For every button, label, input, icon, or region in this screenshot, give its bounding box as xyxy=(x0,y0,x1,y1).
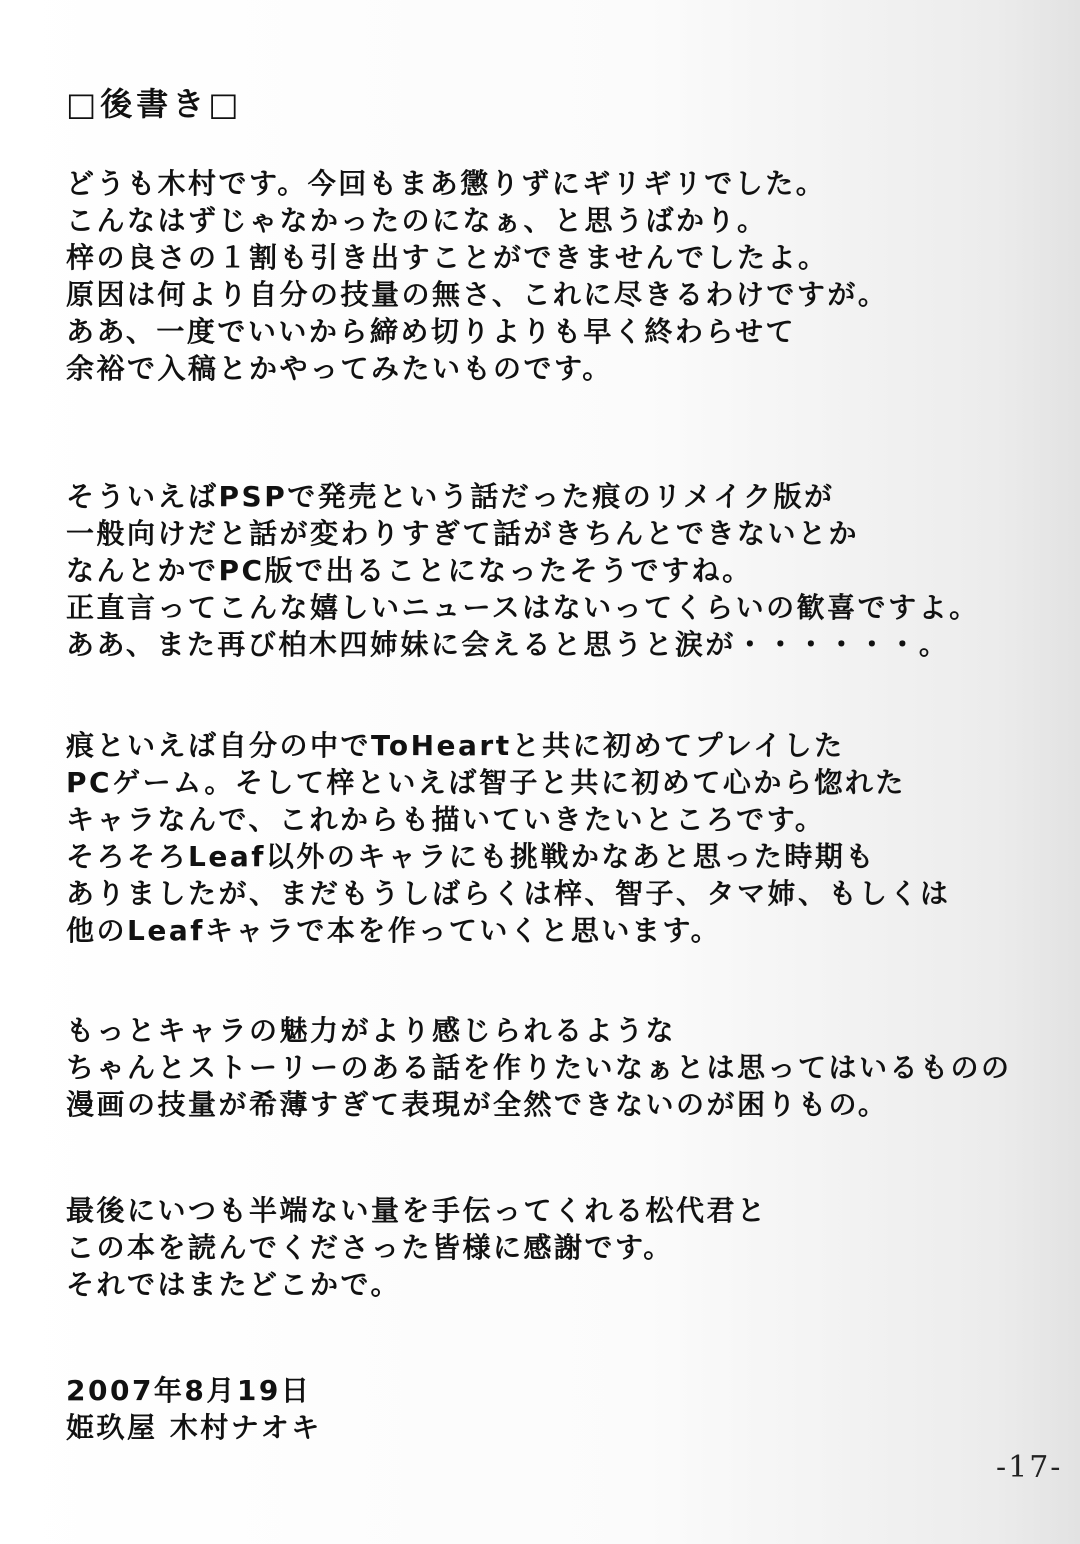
signature-block xyxy=(66,1372,322,1446)
text-line: 漫画の技量が希薄すぎて表現が全然できないのが困りもの。 xyxy=(66,1088,889,1121)
text-line: それではまたどこかで。 xyxy=(66,1268,401,1301)
signature-author: 姫玖屋 木村ナオキ xyxy=(66,1411,322,1444)
text-line: どうも木村です。今回もまあ懲りずにギリギリでした。 xyxy=(66,167,827,200)
text-line: 他のLeafキャラで本を作っていくと思います。 xyxy=(66,914,722,947)
text-line: 痕といえば自分の中でToHeartと共に初めてプレイした xyxy=(66,729,845,762)
text-line: 余裕で入稿とかやってみたいものです。 xyxy=(66,352,613,385)
text-line: もっとキャラの魅力がより感じられるような xyxy=(66,1014,677,1047)
paragraph-2 xyxy=(66,478,980,663)
text-line: キャラなんで、これからも描いていきたいところです。 xyxy=(66,803,826,836)
text-line: 一般向けだと話が変わりすぎて話がきちんとできないとか xyxy=(66,517,860,550)
text-line: そういえばPSPで発売という話だった痕のリメイク版が xyxy=(66,480,835,513)
paragraph-3 xyxy=(66,727,951,949)
paragraph-1 xyxy=(66,165,888,387)
text-line: PCゲーム。そして梓といえば智子と共に初めて心から惚れた xyxy=(66,766,906,799)
text-line: この本を読んでくださった皆様に感謝です。 xyxy=(66,1231,674,1264)
text-line: 正直言ってこんな嬉しいニュースはないってくらいの歓喜ですよ。 xyxy=(66,591,980,624)
text-line: ありましたが、まだもうしばらくは梓、智子、タマ姉、もしくは xyxy=(66,877,951,910)
page-number: -17- xyxy=(996,1450,1063,1485)
text-line: ちゃんとストーリーのある話を作りたいなぁとは思ってはいるものの xyxy=(66,1051,1012,1084)
text-line: そろそろLeaf以外のキャラにも挑戦かなあと思った時期も xyxy=(66,840,876,873)
paragraph-4 xyxy=(66,1012,1012,1123)
text-line: こんなはずじゃなかったのになぁ、と思うばかり。 xyxy=(66,204,768,237)
text-line: 梓の良さの１割も引き出すことができませんでしたよ。 xyxy=(66,241,829,274)
text-line: 最後にいつも半端ない量を手伝ってくれる松代君と xyxy=(66,1194,768,1227)
text-line: 原因は何より自分の技量の無さ、これに尽きるわけですが。 xyxy=(66,278,889,311)
text-line: ああ、また再び柏木四姉妹に会えると思うと涙が・・・・・・。 xyxy=(66,628,950,661)
text-line: ああ、一度でいいから締め切りよりも早く終わらせて xyxy=(66,315,797,348)
signature-date: 2007年8月19日 xyxy=(66,1374,312,1407)
afterword-heading: □後書き□ xyxy=(66,85,243,123)
paragraph-5 xyxy=(66,1192,768,1303)
text-line: なんとかでPC版で出ることになったそうですね。 xyxy=(66,554,753,587)
